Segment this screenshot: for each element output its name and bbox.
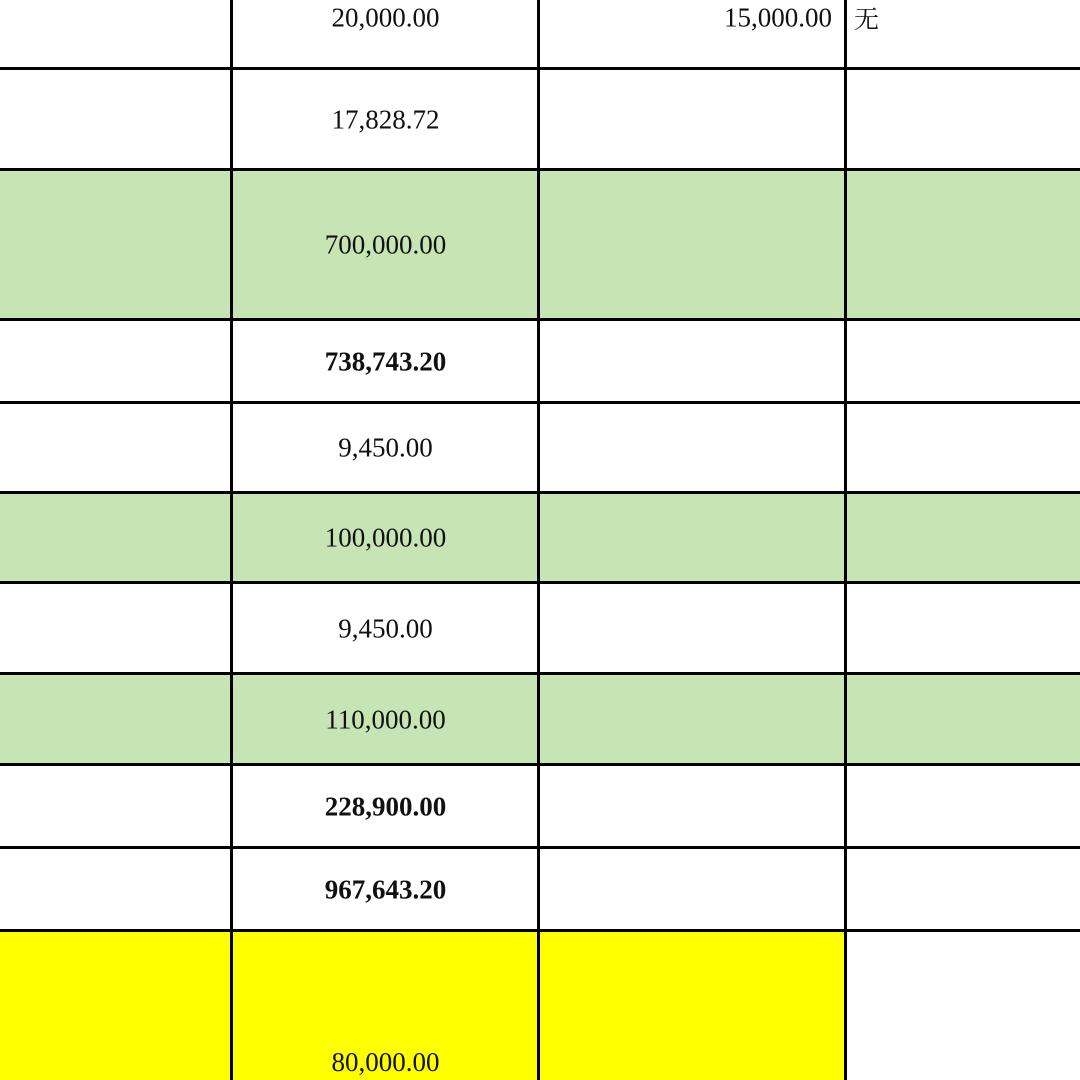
row-divider <box>0 168 1080 171</box>
cell-r6-c1[interactable] <box>0 583 232 674</box>
cell-r2-c3[interactable] <box>539 170 846 320</box>
cell-r7-c2[interactable] <box>232 674 539 765</box>
cell-r0-c1[interactable] <box>0 0 232 69</box>
row-divider <box>0 672 1080 675</box>
table-row <box>0 765 1080 848</box>
table-row <box>0 674 1080 765</box>
row-divider <box>0 846 1080 849</box>
cell-r6-c2[interactable] <box>232 583 539 674</box>
cell-r3-c1[interactable] <box>0 320 232 403</box>
table-row <box>0 170 1080 320</box>
cell-r10-c4[interactable] <box>846 931 1080 1080</box>
cell-r6-c4[interactable] <box>846 583 1080 674</box>
cell-r5-c1[interactable] <box>0 493 232 583</box>
cell-r9-c4[interactable] <box>846 848 1080 931</box>
cell-value: 100,000.00 <box>324 522 447 553</box>
cell-r8-c2[interactable] <box>232 765 539 848</box>
cell-value: 17,828.72 <box>331 104 440 134</box>
row-divider <box>0 581 1080 584</box>
cell-value: 700,000.00 <box>324 229 447 260</box>
cell-value: 228,900.00 <box>324 791 447 821</box>
cell-r10-c3[interactable] <box>539 931 846 1080</box>
table-row <box>0 0 1080 69</box>
table-row <box>0 493 1080 583</box>
cell-r10-c1[interactable] <box>0 931 232 1080</box>
cell-value: 20,000.00 <box>331 2 440 33</box>
cell-r8-c1[interactable] <box>0 765 232 848</box>
cell-r1-c2[interactable] <box>232 69 539 170</box>
row-divider <box>0 401 1080 404</box>
row-divider <box>0 67 1080 70</box>
cell-r8-c3[interactable] <box>539 765 846 848</box>
cell-r5-c4[interactable] <box>846 493 1080 583</box>
cell-r3-c2[interactable] <box>232 320 539 403</box>
cell-r6-c3[interactable] <box>539 583 846 674</box>
cell-value: 9,450.00 <box>338 432 433 463</box>
cell-r8-c4[interactable] <box>846 765 1080 848</box>
cell-r5-c3[interactable] <box>539 493 846 583</box>
row-divider <box>0 491 1080 494</box>
cell-r4-c2[interactable] <box>232 403 539 493</box>
cell-r3-c4[interactable] <box>846 320 1080 403</box>
row-divider <box>0 318 1080 321</box>
table-row <box>0 403 1080 493</box>
cell-r4-c3[interactable] <box>539 403 846 493</box>
cell-r0-c4[interactable] <box>846 0 1080 69</box>
cell-r9-c3[interactable] <box>539 848 846 931</box>
cell-r9-c2[interactable] <box>232 848 539 931</box>
cell-r3-c3[interactable] <box>539 320 846 403</box>
cell-value: 967,643.20 <box>324 874 447 904</box>
cell-value: 110,000.00 <box>325 704 446 734</box>
column-divider <box>844 0 847 1080</box>
table-row <box>0 69 1080 170</box>
cell-value: 15,000.00 <box>724 2 832 33</box>
cell-value: 9,450.00 <box>338 613 433 643</box>
cell-r5-c2[interactable] <box>232 493 539 583</box>
cell-r7-c4[interactable] <box>846 674 1080 765</box>
cell-r4-c1[interactable] <box>0 403 232 493</box>
table-row <box>0 583 1080 674</box>
cell-r2-c4[interactable] <box>846 170 1080 320</box>
cell-value: 80,000.00 <box>331 1047 440 1077</box>
cell-r7-c1[interactable] <box>0 674 232 765</box>
cell-value: 738,743.20 <box>324 346 447 376</box>
cell-r1-c4[interactable] <box>846 69 1080 170</box>
cell-value: 无 <box>854 5 880 34</box>
row-divider <box>0 763 1080 766</box>
cell-r9-c1[interactable] <box>0 848 232 931</box>
row-divider <box>0 929 1080 932</box>
cell-r0-c2[interactable] <box>232 0 539 69</box>
column-divider <box>537 0 540 1080</box>
table-row <box>0 931 1080 1080</box>
cell-r7-c3[interactable] <box>539 674 846 765</box>
table-row <box>0 848 1080 931</box>
cell-r1-c3[interactable] <box>539 69 846 170</box>
cell-r4-c4[interactable] <box>846 403 1080 493</box>
column-divider <box>230 0 233 1080</box>
cell-r0-c3[interactable] <box>539 0 846 69</box>
cell-r2-c1[interactable] <box>0 170 232 320</box>
cell-r1-c1[interactable] <box>0 69 232 170</box>
cell-r2-c2[interactable] <box>232 170 539 320</box>
table-row <box>0 320 1080 403</box>
cell-r10-c2[interactable] <box>232 931 539 1080</box>
